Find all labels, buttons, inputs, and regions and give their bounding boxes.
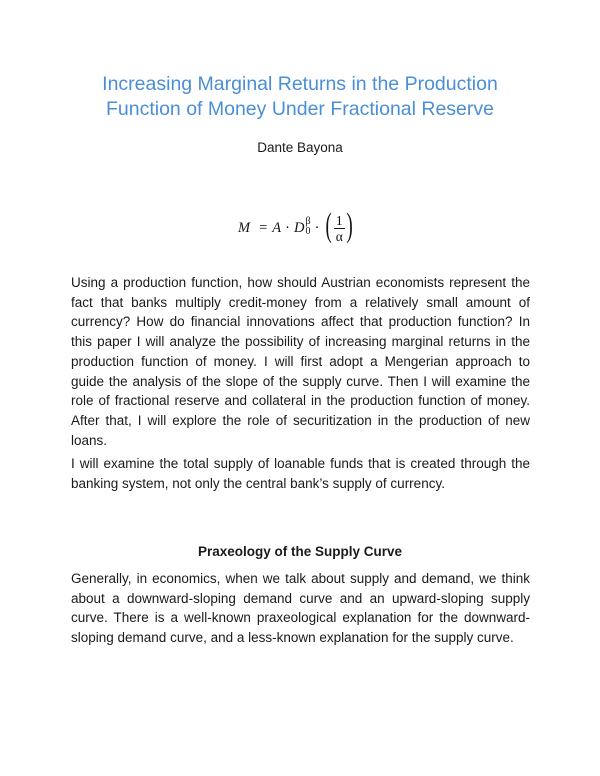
- formula-d-superscript: β: [305, 216, 311, 227]
- section-heading: Praxeology of the Supply Curve: [197, 544, 403, 559]
- money-production-formula: [238, 206, 355, 250]
- formula-d-scripts: [305, 217, 310, 237]
- formula-fraction-denominator: α: [335, 228, 343, 244]
- formula-a: A: [272, 219, 282, 236]
- formula-right-paren: ): [346, 207, 353, 244]
- section-paragraph-1: Generally, in economics, when we talk about supply and demand, we think about a downward-sloping demand curve and an upward-sloping supply curve. There is a well-known praxeological explanation for the downward-sloping demand curve, and a less-known explanation for the supply curve.: [71, 571, 530, 646]
- formula-d-subscript: 0: [305, 226, 311, 237]
- formula-equals: =: [259, 219, 268, 236]
- abstract-paragraph-1: Using a production function, how should Austrian economists represent the fact that banks multiply credit-money from a relatively small amount of currency? How do financial innovations affect that production function? In this paper I will analyze the possibility of increasing marginal returns in the production function of money. I will first adopt a Mengerian approach to guide the analysis of the slope of the supply curve. Then I will examine the role of fractional reserve and collateral in the production function of money. After that, I will explore the role of securitization in the production of new loans.: [71, 275, 530, 448]
- formula-d: D: [293, 219, 305, 236]
- formula-left-paren: (: [325, 207, 333, 244]
- formula-dot-2: ·: [314, 219, 320, 236]
- paper-title: [40, 72, 560, 122]
- formula-fraction: [334, 213, 345, 244]
- author-name: Dante Bayona: [257, 140, 343, 155]
- paper-title-line-1: Increasing Marginal Returns in the Production: [102, 73, 498, 95]
- paper-title-line-2: Function of Money Under Fractional Reserve: [105, 98, 494, 120]
- formula-fraction-numerator: 1: [335, 212, 343, 228]
- formula-m: M: [238, 219, 251, 236]
- formula-dot-1: ·: [285, 219, 290, 236]
- abstract-paragraph-2: I will examine the total supply of loanable funds that is created through the banking system, not only the central bank’s supply of currency.: [71, 456, 530, 491]
